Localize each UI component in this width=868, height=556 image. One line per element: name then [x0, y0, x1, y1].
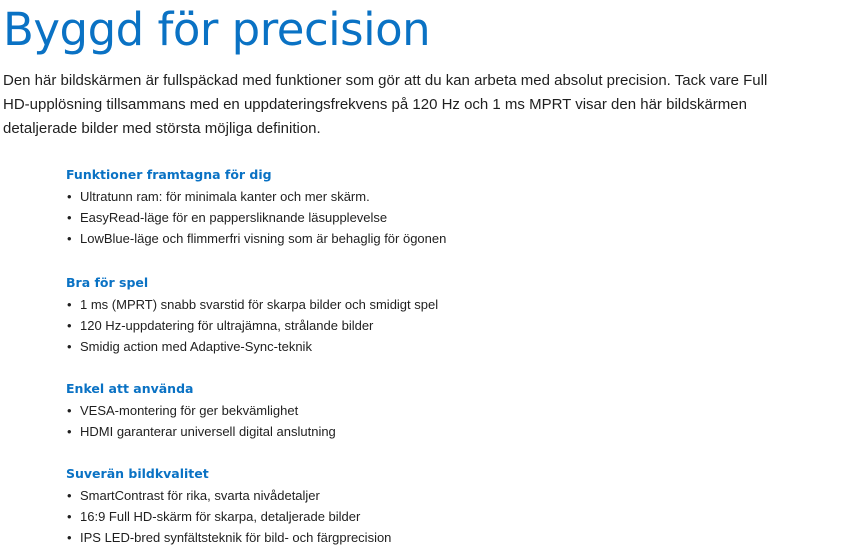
list-item: [66, 186, 846, 207]
list-item: [66, 400, 846, 421]
intro-line: detaljerade bilder med största möjliga definition.: [3, 120, 321, 137]
list-item: [66, 294, 846, 315]
list-item-text: VESA-montering för ger bekvämlighet: [80, 403, 299, 418]
intro-line: HD-upplösning tillsammans med en uppdateringsfrekvens på 120 Hz och 1 ms MPRT visar den här bildskärmen: [3, 96, 747, 113]
list-item-text: 16:9 Full HD-skärm för skarpa, detaljerade bilder: [80, 509, 361, 524]
list-item: [66, 485, 846, 506]
list-item: [66, 315, 846, 336]
list-item: [66, 336, 846, 357]
feature-section-ease-of-use: [66, 380, 846, 442]
list-item-text: 1 ms (MPRT) snabb svarstid för skarpa bilder och smidigt spel: [80, 297, 439, 312]
bullet-icon: •: [67, 210, 72, 225]
bullet-icon: •: [67, 297, 72, 312]
list-item-text: LowBlue-läge och flimmerfri visning som är behaglig för ögonen: [80, 231, 447, 246]
bullet-icon: •: [67, 488, 72, 503]
section-heading: Funktioner framtagna för dig: [66, 167, 272, 182]
bullet-icon: •: [67, 318, 72, 333]
list-item-text: 120 Hz-uppdatering för ultrajämna, strålande bilder: [80, 318, 374, 333]
section-heading: Suverän bildkvalitet: [66, 466, 209, 481]
feature-list: [66, 400, 846, 442]
list-item-text: IPS LED-bred synfältsteknik för bild- och färgprecision: [80, 530, 392, 545]
feature-section-gaming: [66, 274, 846, 357]
list-item-text: EasyRead-läge för en pappersliknande läsupplevelse: [80, 210, 388, 225]
page-title: Byggd för precision: [3, 3, 431, 56]
bullet-icon: •: [67, 403, 72, 418]
intro-paragraph: [3, 69, 865, 141]
list-item-text: HDMI garanterar universell digital anslutning: [80, 424, 336, 439]
list-item: [66, 228, 846, 249]
list-item: [66, 207, 846, 228]
feature-list: [66, 485, 846, 548]
bullet-icon: •: [67, 424, 72, 439]
bullet-icon: •: [67, 231, 72, 246]
feature-list: [66, 294, 846, 357]
feature-section-designed-for-you: [66, 166, 846, 249]
section-heading: Bra för spel: [66, 275, 149, 290]
feature-section-image-quality: [66, 465, 846, 548]
list-item: [66, 421, 846, 442]
list-item: [66, 527, 846, 548]
list-item-text: Smidig action med Adaptive-Sync-teknik: [80, 339, 312, 354]
section-heading: Enkel att använda: [66, 381, 194, 396]
bullet-icon: •: [67, 509, 72, 524]
intro-line: Den här bildskärmen är fullspäckad med funktioner som gör att du kan arbeta med absolut precision. Tack vare Full: [3, 72, 768, 89]
list-item-text: SmartContrast för rika, svarta nivådetaljer: [80, 488, 320, 503]
bullet-icon: •: [67, 530, 72, 545]
feature-list: [66, 186, 846, 249]
bullet-icon: •: [67, 189, 72, 204]
list-item: [66, 506, 846, 527]
list-item-text: Ultratunn ram: för minimala kanter och mer skärm.: [80, 189, 370, 204]
bullet-icon: •: [67, 339, 72, 354]
